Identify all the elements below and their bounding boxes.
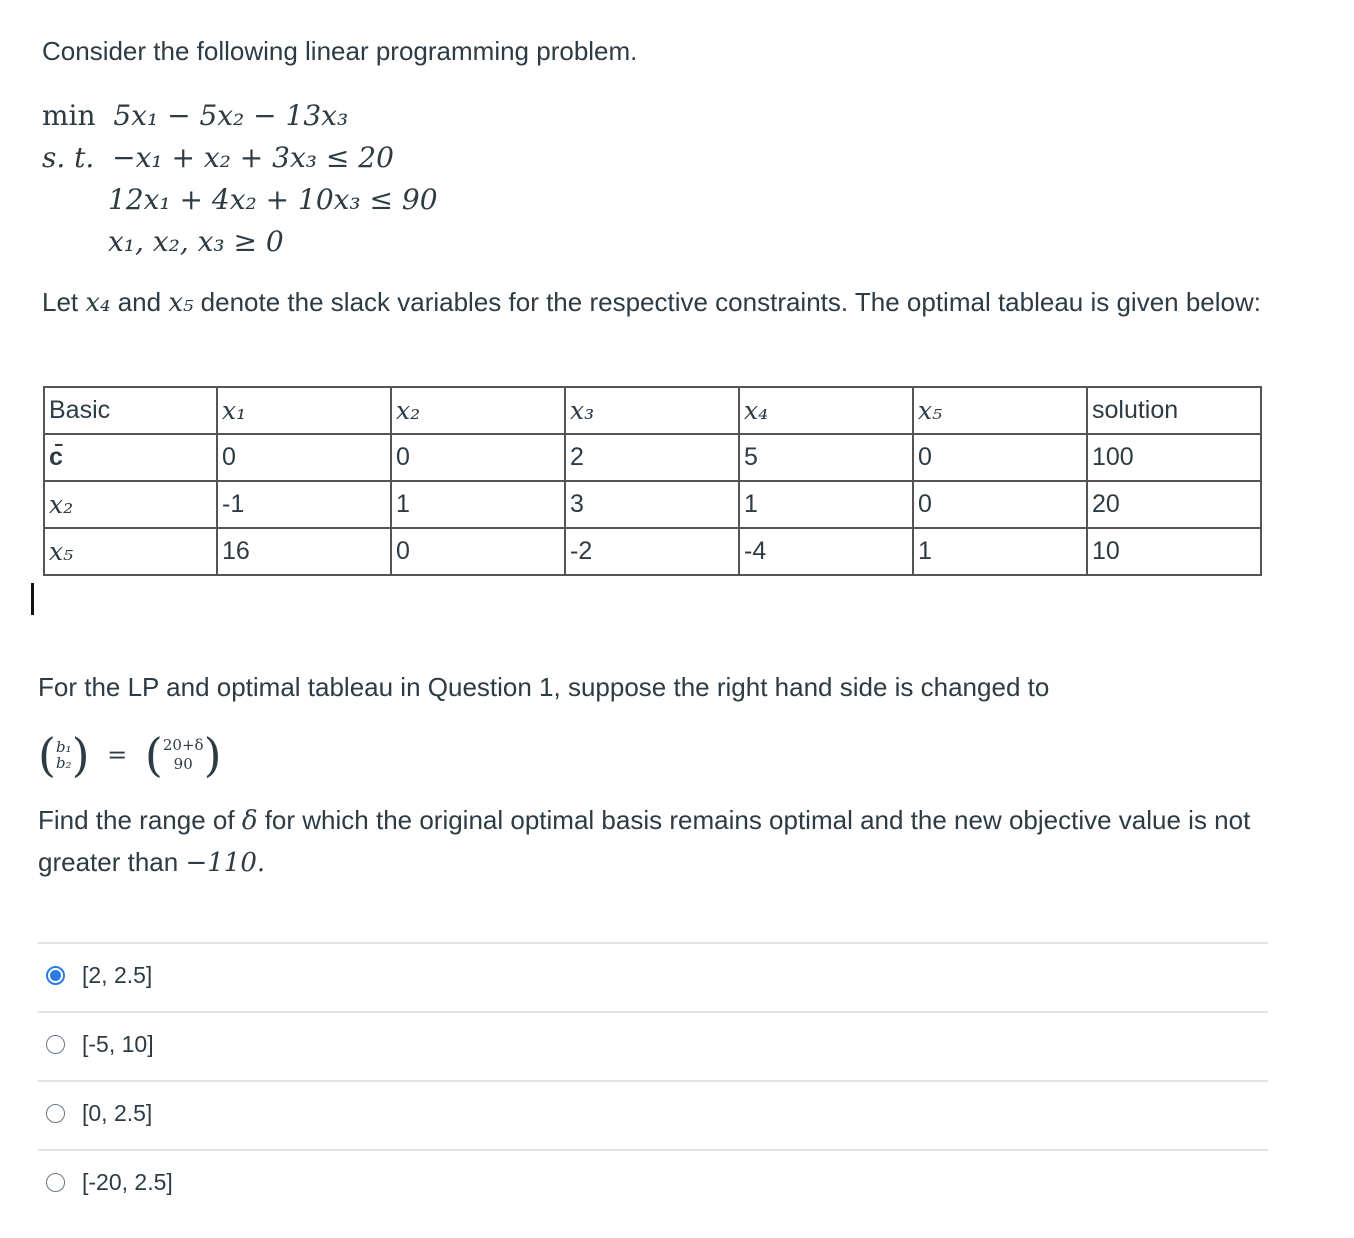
header-solution: solution [1087,387,1261,434]
header-basic: Basic [44,387,217,434]
radio-icon[interactable] [46,1035,65,1054]
answer-option-3[interactable] [38,1080,1268,1150]
header-x5: x₅ [913,387,1087,434]
option-label[interactable]: [0, 2.5] [82,1100,153,1126]
table-cell: 1 [739,481,913,528]
radio-selected-icon[interactable] [46,966,65,985]
constraint-nonneg: x₁, x₂, x₃ ≥ 0 [108,225,284,258]
table-cell: 100 [1087,434,1261,481]
objective-line [42,99,348,132]
radio-icon[interactable] [46,1173,65,1192]
header-x1: x₁ [217,387,391,434]
tableau-row-x5 [44,528,1261,575]
header-x3: x₃ [565,387,739,434]
table-cell: 0 [391,434,565,481]
slack-text-1: Let [42,287,79,317]
objective-expression: 5x₁ − 5x₂ − 13x₃ [113,99,349,132]
answer-option-2[interactable] [38,1011,1268,1081]
table-cell: 0 [391,528,565,575]
answer-option-4[interactable] [38,1149,1268,1219]
optimal-tableau [43,386,1262,576]
table-cell: 16 [217,528,391,575]
delta-symbol: δ [241,806,258,836]
radio-icon[interactable] [46,1104,65,1123]
table-cell: -1 [217,481,391,528]
table-cell: 3 [565,481,739,528]
row-basic-label: x₅ [44,528,217,575]
table-cell: -2 [565,528,739,575]
tableau-row-cbar [44,434,1261,481]
intro-text: Consider the following linear programming problem. [42,36,638,66]
equals-sign: = [107,741,128,769]
vector-top-entry: 20+δ [162,736,204,754]
vector-b2: b₂ [55,754,72,772]
row-basic-label: x₂ [44,481,217,528]
objective-prefix: min [42,99,96,132]
slack-text-3: denote the slack variables for the respective constraints. The optimal tableau is given below: [200,287,1261,317]
constraint-1: −x₁ + x₂ + 3x₃ ≤ 20 [112,141,394,174]
table-cell: 0 [913,434,1087,481]
table-cell: 5 [739,434,913,481]
table-cell: 1 [913,528,1087,575]
find-text-2: for which the original optimal basis remains optimal and the new objective value is not greater than [38,805,1251,877]
table-cell: 0 [217,434,391,481]
table-cell: 10 [1087,528,1261,575]
constraint-2: 12x₁ + 4x₂ + 10x₃ ≤ 90 [108,183,438,216]
slack-paragraph [42,282,1282,324]
table-cell: 1 [391,481,565,528]
option-label[interactable]: [2, 2.5] [82,962,153,988]
header-x4: x₄ [739,387,913,434]
objective-bound: −110. [185,848,266,878]
table-cell: 0 [913,481,1087,528]
slack-text-2: and [117,287,162,317]
table-cell: 2 [565,434,739,481]
rhs-equation: ( b₁ b₂ ) = ( 20+δ 90 ) [38,728,222,782]
vector-bottom-entry: 90 [173,755,193,773]
tableau-header-row [44,387,1261,434]
tableau-row-x2 [44,481,1261,528]
find-text-1: Find the range of [38,805,235,835]
slack-var-x4: x₄ [85,288,111,318]
row-basic-label: c̄ [44,434,217,481]
slack-var-x5: x₅ [168,288,194,318]
header-x2: x₂ [391,387,565,434]
question-line-1: For the LP and optimal tableau in Question 1, suppose the right hand side is changed to [38,672,1050,702]
answer-option-1[interactable] [38,942,1268,1012]
st-label: s. t. [42,141,95,174]
option-label[interactable]: [-5, 10] [82,1031,154,1057]
find-range-text [38,800,1288,884]
vector-b1: b₁ [55,738,72,756]
option-label[interactable]: [-20, 2.5] [82,1169,173,1195]
text-cursor [31,583,34,615]
table-cell: 20 [1087,481,1261,528]
constraint-line-1 [42,141,394,174]
table-cell: -4 [739,528,913,575]
